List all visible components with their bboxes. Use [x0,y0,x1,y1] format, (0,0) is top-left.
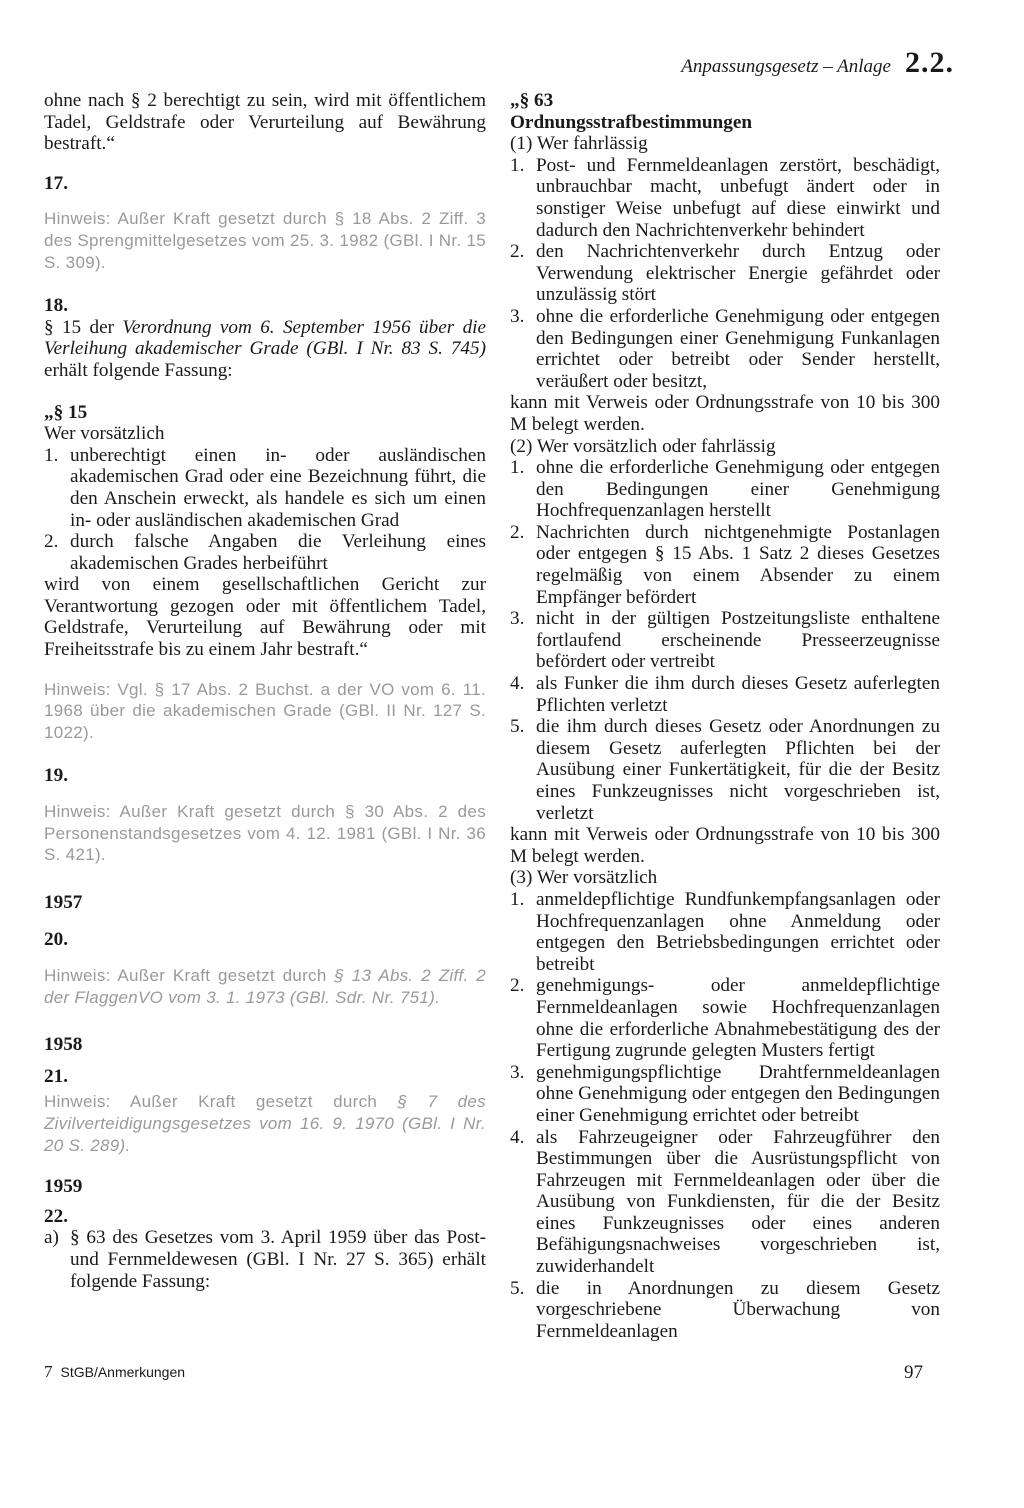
list-item-number: 3. [510,608,525,630]
list-item-text: ohne die erforderliche Genehmigung oder entgegen den Bedingungen einer Genehmigung Hochfrequenzanlagen herstellt [536,457,940,522]
paragraph-2-tail: kann mit Verweis oder Ordnungsstrafe von 10 bis 300 M belegt werden. [510,824,940,867]
item-number-19: 19. [44,765,68,787]
list-item-number: a) [44,1227,59,1249]
list-item [44,531,486,574]
item-number-20: 20. [44,929,68,951]
year-heading-1958: 1958 [44,1034,83,1056]
year-heading-1959: 1959 [44,1176,83,1198]
item-number-21: 21. [44,1065,68,1087]
hint-21 [44,1091,486,1156]
hint-20-citation: § 13 Abs. 2 Ziff. 2 der FlaggenVO vom 3. 1. 1973 (GBl. Sdr. Nr. 751). [44,966,487,1007]
list-item-text: Post- und Fernmeldeanlagen zerstört, beschädigt, unbrauchbar macht, unbefugt ändert oder in sonstiger Weise unbefugt auf diese einwirkt und dadurch den Nachrichtenverkehr behindert [536,154,940,241]
p18-citation: Verordnung vom 6. September 1956 über die Verleihung akademischer Grade (GBl. I Nr. 83 S. 745) [44,316,487,360]
list-item-text: die in Anordnungen zu diesem Gesetz vorgeschriebene Überwachung von Fernmeldeanlagen [536,1277,940,1342]
hint-20-lead: Hinweis: Außer Kraft gesetzt durch [44,966,335,985]
list-item [510,975,940,1061]
list-item-number: 5. [510,716,525,738]
paragraph-3-lead: (3) Wer vorsätzlich [510,867,658,889]
list-item [510,716,940,824]
paragraph-1-lead: (1) Wer fahrlässig [510,133,648,155]
list-item-number: 1. [510,154,525,176]
list-item [510,1127,940,1278]
list-item-text: unberechtigt einen in- oder ausländischen akademischen Grad oder eine Bezeichnung führt, die den Anschein erweckt, als handele es sich um einen in- oder ausländischen akademischen Grad [70,444,486,531]
paragraph-2-lead: (2) Wer vorsätzlich oder fahrlässig [510,435,776,457]
hint-20 [44,965,486,1008]
list-item-text: als Funker die ihm durch dieses Gesetz auferlegten Pflichten verletzt [536,673,940,716]
paragraph-1-tail: kann mit Verweis oder Ordnungsstrafe von 10 bis 300 M belegt werden. [510,392,940,435]
left-column [44,90,486,1292]
header-section-number: 2.2. [905,46,954,79]
list-item-number: 2. [510,975,525,997]
list-item-text: § 63 des Gesetzes vom 3. April 1959 über das Post- und Fernmeldewesen (GBl. I Nr. 27 S. 365) erhält folgende Fassung: [70,1227,486,1292]
hint-19: Hinweis: Außer Kraft gesetzt durch § 30 Abs. 2 des Personenstandsgesetzes vom 4. 12. 1981 (GBl. I Nr. 36 S. 421). [44,802,486,865]
list-item-number: 1. [510,457,525,479]
list-item [510,306,940,392]
intro-paragraph: ohne nach § 2 berechtigt zu sein, wird mit öffentlichem Tadel, Geldstrafe oder Verurteilung auf Bewährung bestraft.“ [44,90,486,155]
list-item-number: 3. [510,1061,525,1083]
section-63-heading: „§ 63 [510,90,554,111]
signature-text: StGB/Anmerkungen [60,1364,186,1380]
p18-lead: § 15 der [44,316,123,338]
hint-21-citation: § 7 des Zivilverteidigungsgesetzes vom 16. 9. 1970 (GBl. I Nr. 20 S. 289). [44,1092,486,1155]
list-item-text: durch falsche Angaben die Verleihung eines akademischen Grades herbeiführt [70,531,486,574]
paragraph-18 [44,317,486,382]
year-heading-1957: 1957 [44,891,83,913]
list-item-text: nicht in der gültigen Postzeitungsliste enthaltene fortlaufend erscheinende Presseerzeugnisse befördert oder vertreibt [536,608,940,673]
right-column [510,90,940,1342]
list-item [44,1227,486,1292]
list-item-number: 1. [44,444,59,466]
list-item [44,445,486,531]
section-15-lead: Wer vorsätzlich [44,423,165,445]
page-number: 97 [904,1362,923,1383]
list-item-number: 5. [510,1277,525,1299]
hint-18: Hinweis: Vgl. § 17 Abs. 2 Buchst. a der VO vom 6. 11. 1968 über die akademischen Grade (GBl. II Nr. 127 S. 1022). [44,679,486,742]
list-item [510,673,940,716]
signature-number: 7 [44,1362,53,1381]
list-item [510,241,940,306]
list-item-number: 2. [510,241,525,263]
item-number-17: 17. [44,172,68,194]
list-item [510,155,940,241]
list-item [510,889,940,975]
section-63-title: Ordnungsstrafbestimmungen [510,111,753,133]
header-title: Anpassungsgesetz – Anlage [681,56,891,77]
list-item-text: Nachrichten durch nichtgenehmigte Postanlagen oder entgegen § 15 Abs. 1 Satz 2 dieses Gesetzes regelmäßig von einem Absender zu einem Empfänger befördert [536,521,940,608]
list-item [510,1062,940,1127]
list-item [510,522,940,608]
section-15-tail: wird von einem gesellschaftlichen Gericht zur Verantwortung gezogen oder mit öffentlichem Tadel, Geldstrafe, Verurteilung auf Bewährung oder mit Freiheitsstrafe bis zu einem Jahr bestraft.“ [44,574,486,661]
list-item-text: die ihm durch dieses Gesetz oder Anordnungen zu diesem Gesetz auferlegten Pflichten bei der Ausübung einer Funkertätigkeit, für die der Besitz eines Funkzeugnisses nicht vorgeschrieben ist, verletzt [536,716,940,824]
running-header [681,46,954,80]
list-item-text: den Nachrichtenverkehr durch Entzug oder Verwendung elektrischer Energie gefährdet oder unzulässig stört [536,241,940,306]
section-15-heading: „§ 15 [44,401,88,423]
hint-17: Hinweis: Außer Kraft gesetzt durch § 18 Abs. 2 Ziff. 3 des Sprengmittelgesetzes vom 25. 3. 1982 (GBl. I Nr. 15 S. 309). [44,209,486,272]
list-item-number: 4. [510,1126,525,1148]
list-item-number: 2. [44,531,59,553]
list-item-number: 3. [510,305,525,327]
hint-21-lead: Hinweis: Außer Kraft gesetzt durch [44,1092,398,1112]
list-item-number: 1. [510,888,525,910]
list-item-text: genehmigungspflichtige Drahtfernmeldeanlagen ohne Genehmigung oder entgegen den Bedingungen einer Genehmigung errichtet oder betreibt [536,1061,940,1126]
item-number-22: 22. [44,1205,68,1227]
list-item [510,1278,940,1343]
p18-tail: erhält folgende Fassung: [44,359,233,381]
list-item-text: als Fahrzeugeigner oder Fahrzeugführer den Bestimmungen über die Ausrüstungspflicht von Fahrzeugen mit Fernmeldeanlagen oder über die Ausübung von Funkdiensten, für die der Besitz eines Funkzeugnisses oder eines anderen Befähigungsnachweises vorgeschrieben ist, zuwiderhandelt [536,1126,940,1278]
list-item-text: anmeldepflichtige Rundfunkempfangsanlagen oder Hochfrequenzanlagen ohne Anmeldung oder entgegen den Betriebsbedingungen errichtet oder betreibt [536,888,940,975]
list-item-number: 4. [510,673,525,695]
list-item [510,457,940,522]
list-item [510,608,940,673]
list-item-text: genehmigungs- oder anmeldepflichtige Fernmeldeanlagen sowie Hochfrequenzanlagen ohne die erforderliche Abnahmebestätigung des der Fertigung zugrunde gelegten Musters fertigt [536,975,940,1062]
item-number-18: 18. [44,295,68,317]
list-item-text: ohne die erforderliche Genehmigung oder entgegen den Bedingungen einer Genehmigung Funkanlagen errichtet oder betreibt oder Sender herstellt, veräußert oder besitzt, [536,305,940,392]
footer-signature [44,1362,185,1382]
list-item-number: 2. [510,521,525,543]
